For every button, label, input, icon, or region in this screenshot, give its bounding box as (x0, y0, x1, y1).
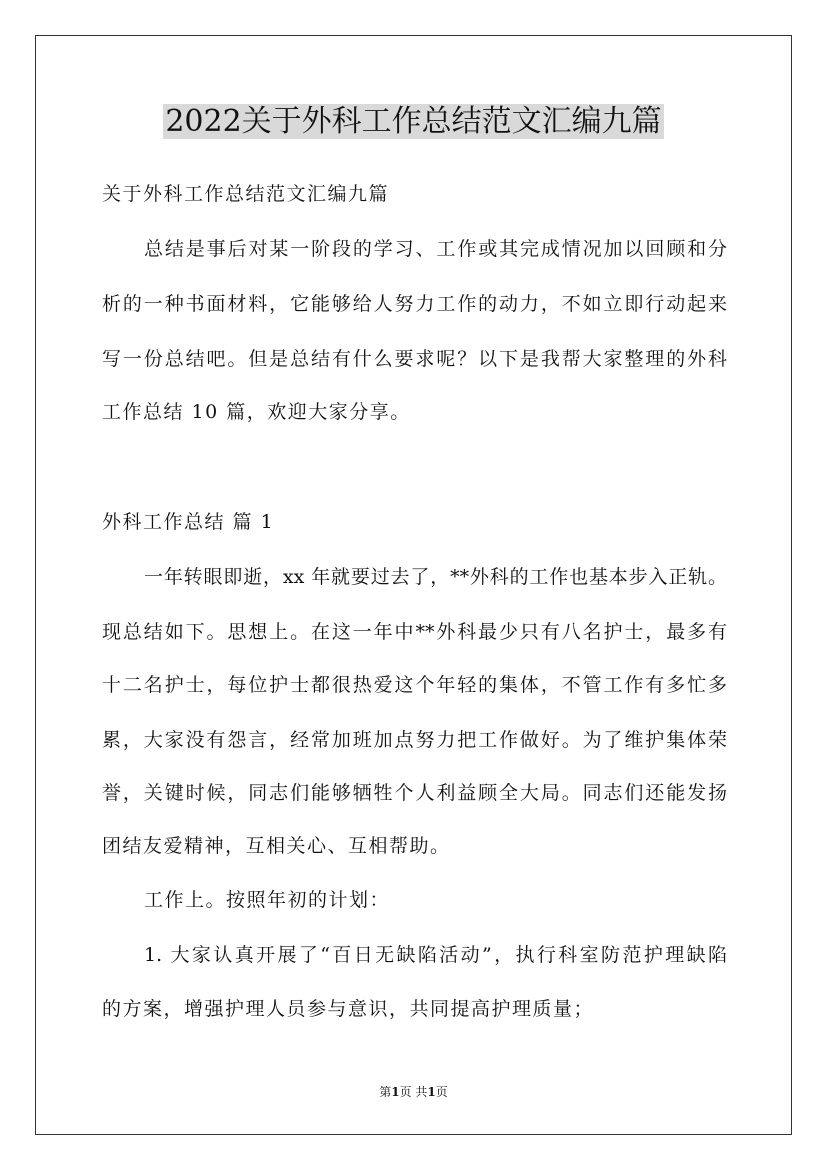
document-title-text: 2022关于外科工作总结范文汇编九篇 (165, 104, 662, 139)
list-item-line: 的方案，增强护理人员参与意识，共同提高护理质量； (102, 998, 595, 1020)
paragraph-line: 团结友爱精神，互相关心、互相帮助。 (102, 835, 451, 857)
document-title (0, 100, 827, 144)
paragraph-line: 誉，关键时候，同志们能够牺牲个人利益顾全大局。同志们还能发扬 (102, 782, 727, 804)
section-heading: 外科工作总结 篇 1 (102, 511, 275, 533)
paragraph-line: 工作总结 10 篇，欢迎大家分享。 (102, 401, 411, 423)
list-item-line: 1. 大家认真开展了“百日无缺陷活动”，执行科室防范护理缺陷 (144, 944, 727, 966)
footer-page-number: 1 (391, 1085, 400, 1099)
footer-text: 页 共 (399, 1085, 428, 1099)
paragraph-line: 一年转眼即逝，xx 年就要过去了，**外科的工作也基本步入正轨。 (144, 566, 727, 588)
paragraph-line: 现总结如下。思想上。在这一年中**外科最少只有八名护士，最多有 (102, 621, 727, 643)
footer-text: 页 (435, 1085, 448, 1099)
paragraph-line: 工作上。按照年初的计划： (144, 889, 391, 911)
paragraph-line: 十二名护士，每位护士都很热爱这个年轻的集体，不管工作有多忙多 (102, 674, 727, 696)
paragraph-line: 析的一种书面材料，它能够给人努力工作的动力，不如立即行动起来 (102, 293, 727, 315)
footer-text: 第 (379, 1085, 392, 1099)
paragraph-line: 写一份总结吧。但是总结有什么要求呢？以下是我帮大家整理的外科 (102, 348, 727, 370)
footer-page-total: 1 (427, 1085, 436, 1099)
document-subtitle: 关于外科工作总结范文汇编九篇 (102, 183, 390, 205)
paragraph-line: 总结是事后对某一阶段的学习、工作或其完成情况加以回顾和分 (144, 238, 727, 260)
paragraph-line: 累，大家没有怨言，经常加班加点努力把工作做好。为了维护集体荣 (102, 729, 727, 751)
page-footer (0, 1083, 827, 1101)
